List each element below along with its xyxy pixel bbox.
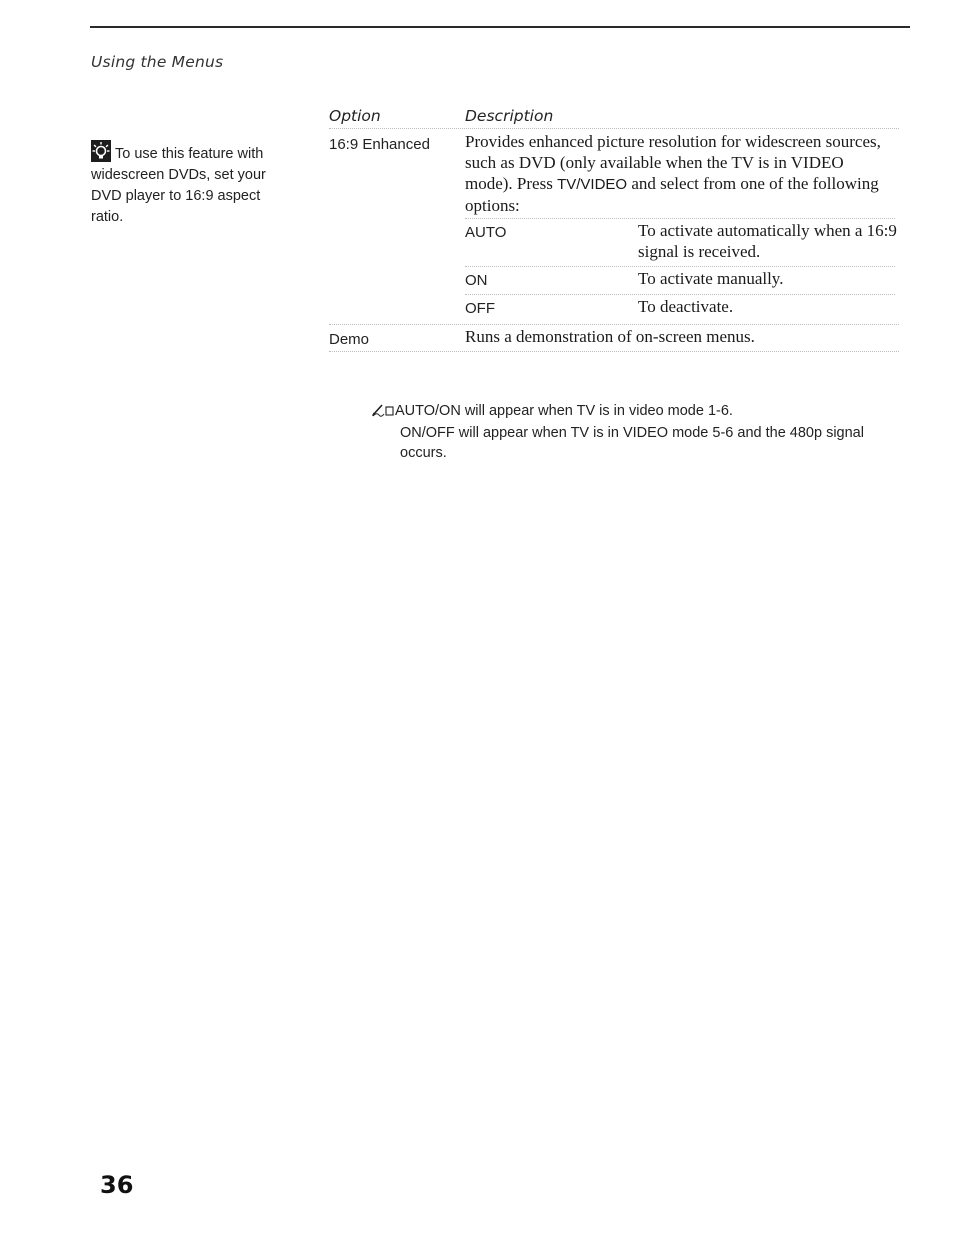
row-divider — [329, 324, 899, 325]
note-line-2: ON/OFF will appear when TV is in VIDEO mode 5-6 and the 480p signal occurs. — [400, 425, 864, 461]
sub-option-on: ON — [465, 272, 488, 289]
sub-description-on: To activate manually. — [638, 269, 784, 288]
sub-divider-2 — [465, 294, 895, 295]
sub-option-auto: AUTO — [465, 224, 507, 241]
option-16-9-enhanced: 16:9 Enhanced — [329, 136, 430, 153]
top-rule — [90, 26, 910, 28]
sub-description-auto: To activate automatically when a 16:9 signal is received. — [638, 221, 897, 261]
description-16-9-enhanced: Provides enhanced picture resolution for widescreen sources, such as DVD (only available when the TV is in VIDEO mode). Press TV/VIDEO and select from one of the following options: — [465, 132, 881, 215]
tip-text: To use this feature with widescreen DVDs, set your DVD player to 16:9 aspect ratio. — [91, 146, 266, 225]
sub-option-off: OFF — [465, 300, 495, 317]
column-header-option: Option — [329, 107, 381, 125]
page-number: 36 — [100, 1171, 134, 1199]
description-demo: Runs a demonstration of on-screen menus. — [465, 327, 755, 346]
note-pencil-icon — [371, 403, 395, 423]
column-header-description: Description — [465, 107, 554, 125]
key-tv-video: TV/VIDEO — [557, 176, 628, 193]
sub-divider-top — [465, 218, 895, 219]
sub-description-off: To deactivate. — [638, 297, 734, 316]
option-demo: Demo — [329, 331, 370, 348]
tip-sidebar — [91, 140, 271, 228]
note-block — [371, 401, 911, 463]
note-line-1: AUTO/ON will appear when TV is in video mode 1-6. — [371, 401, 911, 423]
running-header: Using the Menus — [91, 53, 224, 71]
table-bottom-divider — [329, 351, 899, 352]
header-divider — [329, 128, 899, 129]
tip-lightbulb-icon — [91, 140, 111, 162]
sub-divider-1 — [465, 266, 895, 267]
